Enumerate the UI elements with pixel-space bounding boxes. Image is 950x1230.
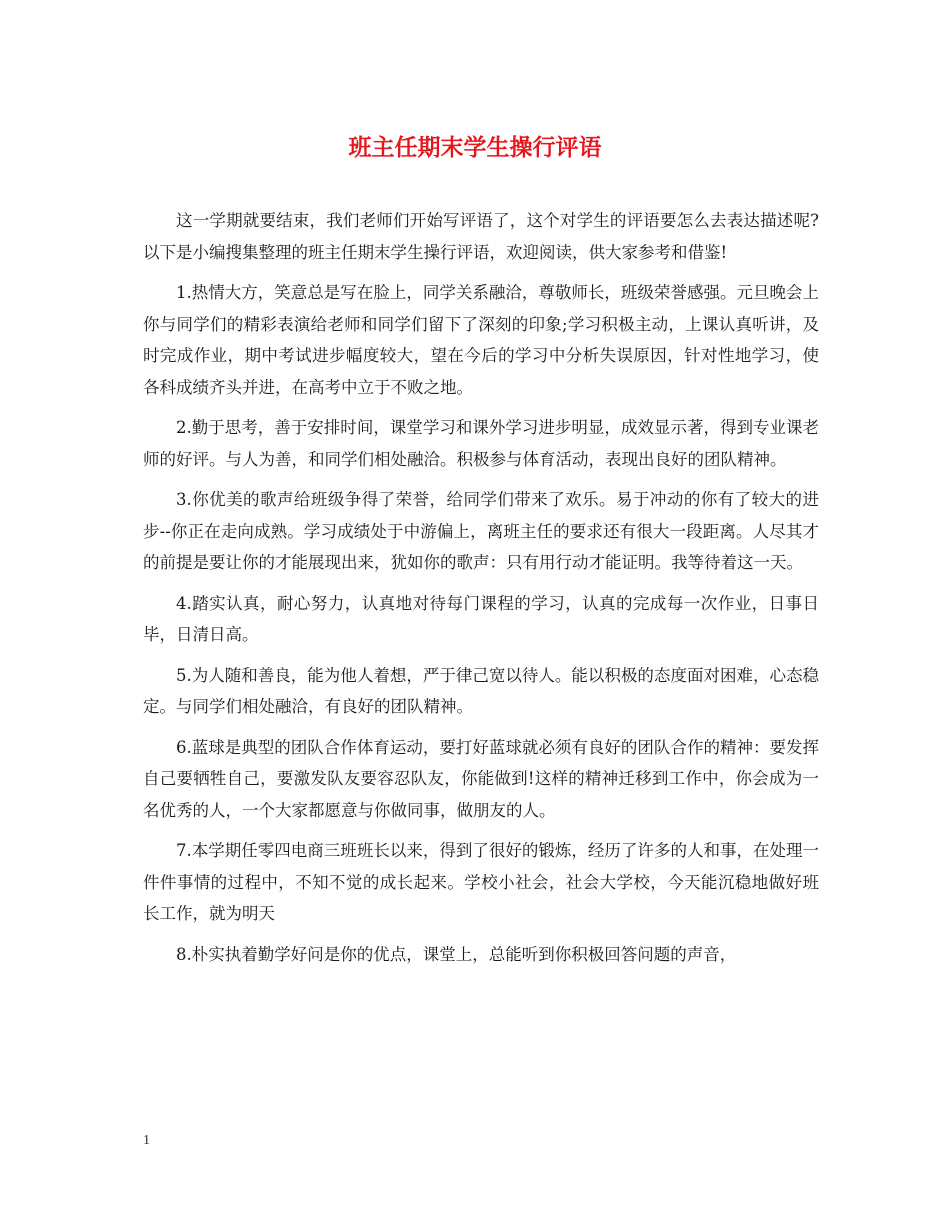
paragraph-item-7: 7.本学期任零四电商三班班长以来，得到了很好的锻炼，经历了许多的人和事，在处理一件件事情的过程中，不知不觉的成长起来。学校小社会，社会大学校，今天能沉稳地做好班长工作，就为明天 [143, 841, 819, 923]
paragraph-item-3: 3.你优美的歌声给班级争得了荣誉，给同学们带来了欢乐。易于冲动的你有了较大的进步--你正在走向成熟。学习成绩处于中游偏上，离班主任的要求还有很大一段距离。人尽其才的前提是要让你的才能展现出来，犹如你的歌声：只有用行动才能证明。我等待着这一天。 [143, 490, 819, 572]
page-title: 班主任期末学生操行评语 [348, 134, 602, 161]
paragraph-item-6: 6.蓝球是典型的团队合作体育运动，要打好蓝球就必须有良好的团队合作的精神：要发挥自己要牺牲自己，要激发队友要容忍队友，你能做到!这样的精神迁移到工作中，你会成为一名优秀的人，一个大家都愿意与你做同事，做朋友的人。 [143, 737, 819, 820]
page-number: 1 [143, 1133, 150, 1148]
paragraph-item-2: 2.勤于思考，善于安排时间，课堂学习和课外学习进步明显，成效显示著，得到专业课老师的好评。与人为善，和同学们相处融洽。积极参与体育活动，表现出良好的团队精神。 [143, 418, 819, 469]
paragraph-intro: 这一学期就要结束，我们老师们开始写评语了，这个对学生的评语要怎么去表达描述呢?以下是小编搜集整理的班主任期末学生操行评语，欢迎阅读，供大家参考和借鉴! [143, 211, 819, 262]
document-body [143, 205, 819, 979]
paragraph-item-8: 8.朴实执着勤学好问是你的优点，课堂上，总能听到你积极回答问题的声音， [176, 944, 737, 964]
paragraph-item-5: 5.为人随和善良，能为他人着想，严于律己宽以待人。能以积极的态度面对困难，心态稳定。与同学们相处融洽，有良好的团队精神。 [143, 665, 819, 716]
paragraph-item-1: 1.热情大方，笑意总是写在脸上，同学关系融洽，尊敬师长，班级荣誉感强。元旦晚会上你与同学们的精彩表演给老师和同学们留下了深刻的印象;学习积极主动，上课认真听讲，及时完成作业，期中考试进步幅度较大，望在今后的学习中分析失误原因，针对性地学习，使各科成绩齐头并进，在高考中立于不败之地。 [143, 283, 819, 397]
paragraph-item-4: 4.踏实认真，耐心努力，认真地对待每门课程的学习，认真的完成每一次作业，日事日毕，日清日高。 [143, 593, 819, 644]
